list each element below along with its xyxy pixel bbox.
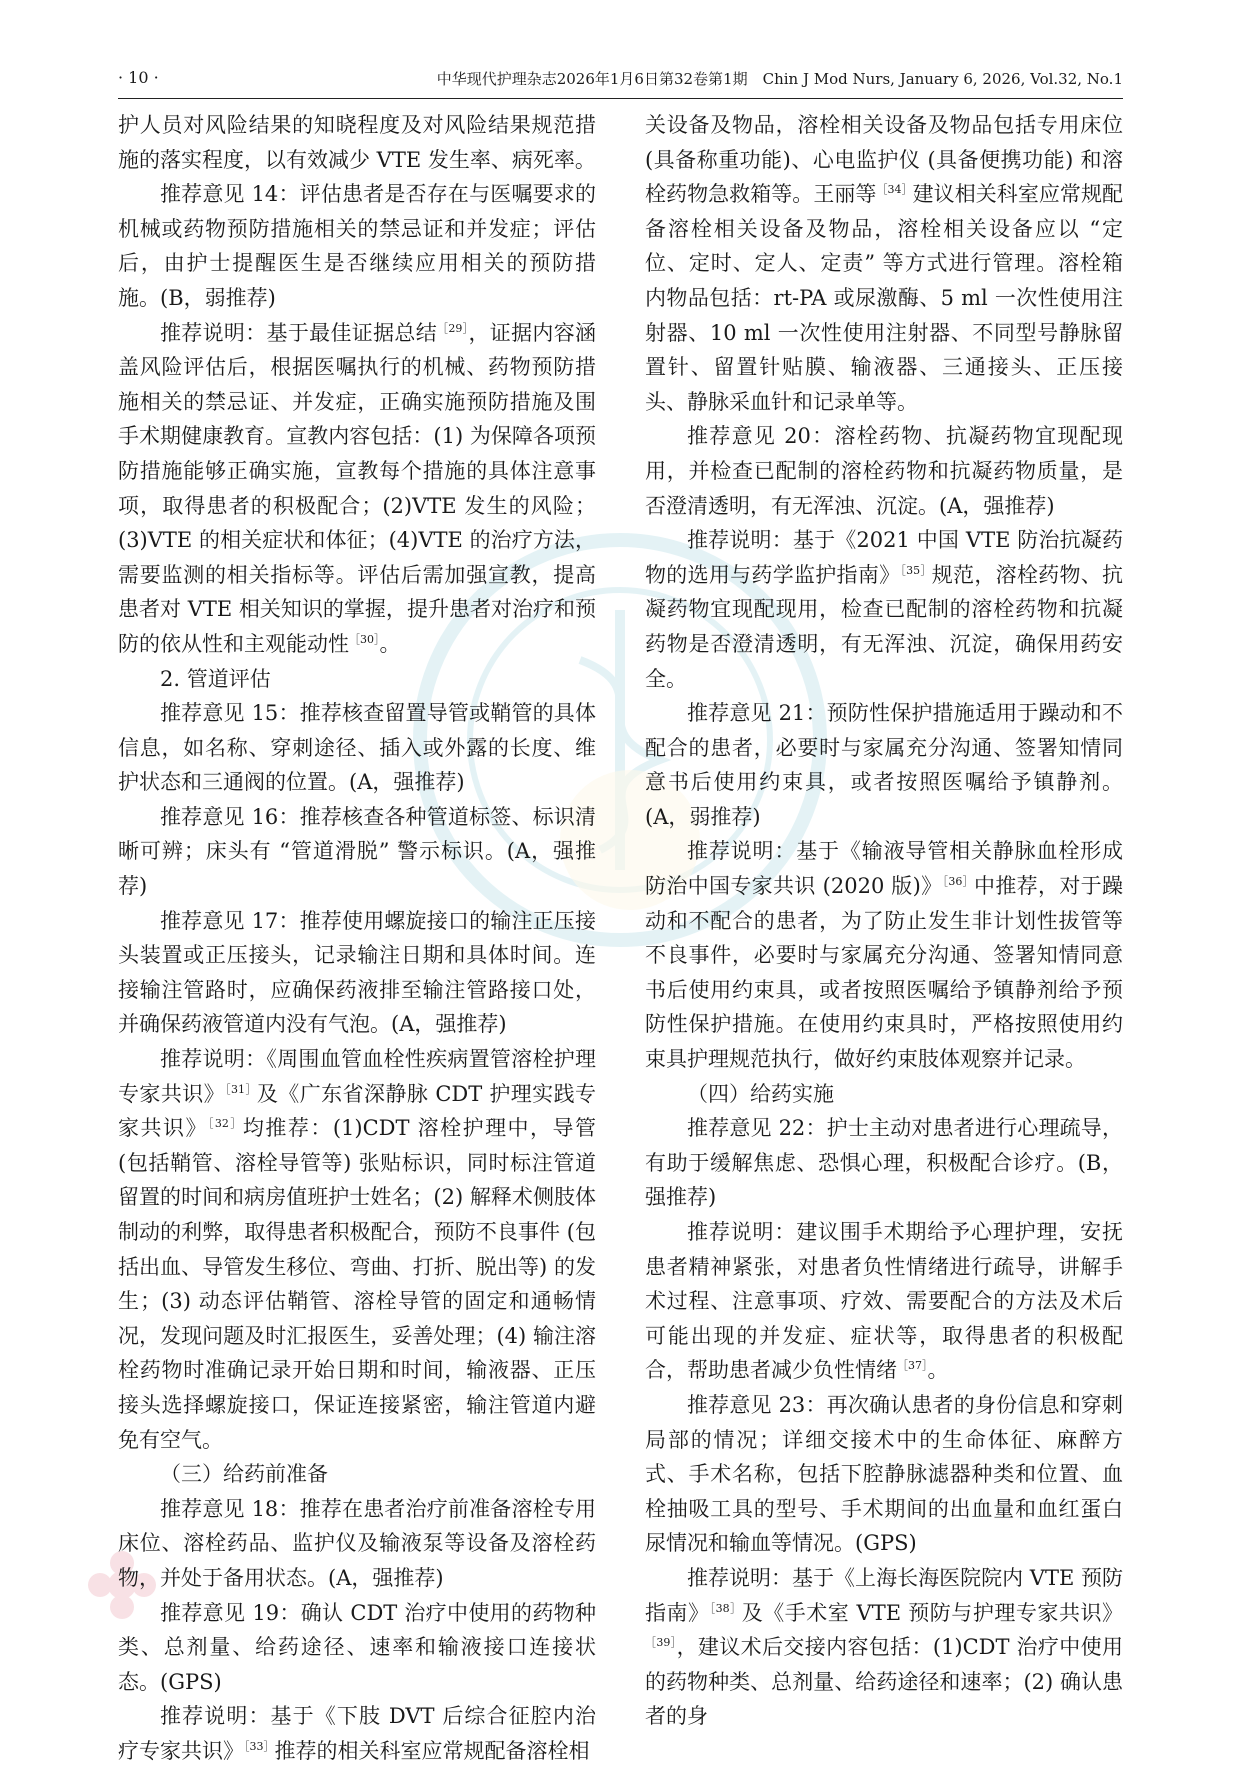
citation-ref: ［30］ <box>349 632 380 646</box>
paragraph-text: 均推荐：(1)CDT 溶栓护理中，导管 (包括鞘管、溶栓导管等) 张贴标识，同时标注管道留置的时间和病房值班护士姓名；(2) 解释术侧肢体制动的利弊，取得患者积极配合，预防不良事件 (包括出血、导管发生移位、弯曲、打折、脱出等) 的发生；(3) 动态评估鞘管、溶栓导管的固定和通畅情况，发现问题及时汇报医生，妥善处理；(4) 输注溶栓药物时准确记录开始日期和时间，输液器、正压接头选择螺旋接口，保证连接紧密，输注管道内避免有空气。 <box>118 1116 597 1452</box>
paragraph <box>118 1457 596 1492</box>
paragraph <box>645 834 1123 1076</box>
paragraph <box>118 904 596 1042</box>
paragraph <box>118 1492 596 1596</box>
citation-ref: ［39］ <box>645 1636 677 1650</box>
paragraph-text: 推荐意见 15：推荐核查留置导管或鞘管的具体信息，如名称、穿刺途径、插入或外露的长度、维护状态和三通阀的位置。(A，强推荐) <box>118 701 596 795</box>
paragraph-text: 推荐说明：基于《2021 中国 VTE 防治抗凝药物的选用与药学监护指南》 <box>645 528 1123 587</box>
paragraph-text: 中推荐，对于躁动和不配合的患者，为了防止发生非计划性拔管等不良事件，必要时与家属充分沟通、签署知情同意书后使用约束具，或者按照医嘱给予镇静剂给予预防性保护措施。在使用约束具时，严格按照使用约束具护理规范执行，做好约束肢体观察并记录。 <box>645 874 1123 1072</box>
paragraph-text: 推荐说明：基于最佳证据总结 <box>160 320 438 345</box>
paragraph-text: 推荐说明：《周围血管血栓性疾病置管溶栓护理专家共识》 <box>118 1047 596 1106</box>
citation-ref: ［32］ <box>207 1117 243 1131</box>
paragraph-text: 2. 管道评估 <box>160 666 271 691</box>
paragraph-text: 推荐意见 21：预防性保护措施适用于躁动和不配合的患者，必要时与家属充分沟通、签署知情同意书后使用约束具，或者按照医嘱给予镇静剂。(A，弱推荐) <box>645 701 1123 829</box>
paragraph-text: 推荐说明：基于《下肢 DVT 后综合征腔内治疗专家共识》 <box>118 1704 596 1763</box>
paragraph-text: 推荐意见 19：确认 CDT 治疗中使用的药物种类、总剂量、给药途径、速率和输液接口连接状态。(GPS) <box>118 1600 596 1694</box>
paragraph <box>645 1077 1123 1112</box>
citation-ref: ［36］ <box>942 875 974 889</box>
paragraph-text: （四）给药实施 <box>687 1081 834 1106</box>
paragraph-text: 建议相关科室应常规配备溶栓相关设备及物品，溶栓相关设备应以 “定位、定时、定人、定责” 等方式进行管理。溶栓箱内物品包括：rt-PA 或尿激酶、5 ml 一次性使用注射器、10 ml 一次性使用注射器、不同型号静脉留置针、留置针贴膜、输液器、三通接头、正压接头、静脉采血针和记录单等。 <box>645 182 1124 414</box>
paragraph-text: 推荐说明：建议围手术期给予心理护理，安抚患者精神紧张，对患者负性情绪进行疏导，讲解手术过程、注意事项、疗效、需要配合的方法及术后可能出现的并发症、症状等，取得患者的积极配合，帮助患者减少负性情绪 <box>645 1220 1123 1383</box>
paragraph-text: 。 <box>927 1358 949 1383</box>
citation-ref: ［29］ <box>437 321 469 335</box>
paragraph <box>645 1215 1123 1388</box>
right-column <box>645 108 1123 1734</box>
paragraph-text: 推荐意见 23：再次确认患者的身份信息和穿刺局部的情况；详细交接术中的生命体征、麻醉方式、手术名称，包括下腔静脉滤器种类和位置、血栓抽吸工具的型号、手术期间的出血量和血红蛋白尿情况和输血等情况。(GPS) <box>645 1392 1123 1556</box>
paragraph-text: ，证据内容涵盖风险评估后，根据医嘱执行的机械、药物预防措施相关的禁忌证、并发症，正确实施预防措施及围手术期健康教育。宣教内容包括：(1) 为保障各项预防措施能够正确实施，宣教每个措施的具体注意事项，取得患者的积极配合；(2)VTE 发生的风险；(3)VTE 的相关症状和体征；(4)VTE 的治疗方法，需要监测的相关指标等。评估后需加强宣教，提高患者对 VTE 相关知识的掌握，提升患者对治疗和预防的依从性和主观能动性 <box>118 320 597 656</box>
paragraph <box>645 523 1123 696</box>
citation-ref: ［37］ <box>897 1359 928 1373</box>
paragraph-text: 推荐意见 14：评估患者是否存在与医嘱要求的机械或药物预防措施相关的禁忌证和并发症；评估后，由护士提醒医生是否继续应用相关的预防措施。(B，弱推荐) <box>118 182 596 310</box>
paragraph-text: 及《广东省深静脉 CDT 护理实践专家共识》 <box>118 1081 597 1141</box>
paragraph <box>118 800 596 904</box>
page-number: · 10 · <box>118 68 159 87</box>
paragraph <box>118 316 596 662</box>
paragraph-text: 规范，溶栓药物、抗凝药物宜现配现用，检查已配制的溶栓药物和抗凝药物是否澄清透明，有无浑浊、沉淀，确保用药安全。 <box>645 562 1124 691</box>
paragraph-text: 推荐意见 18：推荐在患者治疗前准备溶栓专用床位、溶栓药品、监护仪及输液泵等设备及溶栓药物，并处于备用状态。(A，强推荐) <box>118 1496 596 1590</box>
paragraph-text: 推荐意见 20：溶栓药物、抗凝药物宜现配现用，并检查已配制的溶栓药物和抗凝药物质量，是否澄清透明，有无浑浊、沉淀。(A，强推荐) <box>645 424 1123 518</box>
paragraph <box>118 108 596 177</box>
paragraph-text: 关设备及物品，溶栓相关设备及物品包括专用床位 (具备称重功能)、心电监护仪 (具备便携功能) 和溶栓药物急救箱等。王丽等 <box>645 113 1123 207</box>
paragraph <box>118 662 596 697</box>
running-head: 中华现代护理杂志2026年1月6日第32卷第1期 Chin J Mod Nurs, January 6, 2026, Vol.32, No.1 <box>436 70 1123 88</box>
paragraph-text: 推荐意见 22：护士主动对患者进行心理疏导，有助于缓解焦虑、恐惧心理，积极配合诊疗。(B，强推荐) <box>645 1116 1123 1210</box>
paragraph <box>118 177 596 315</box>
paragraph <box>645 696 1123 834</box>
paragraph-text: 推荐意见 17：推荐使用螺旋接口的输注正压接头装置或正压接头，记录输注日期和具体时间。连接输注管路时，应确保药液排至输注管路接口处，并确保药液管道内没有气泡。(A，强推荐) <box>118 908 596 1037</box>
citation-ref: ［31］ <box>225 1082 257 1096</box>
left-column <box>118 108 596 1769</box>
paragraph <box>645 419 1123 523</box>
paragraph <box>118 696 596 800</box>
paragraph-text: 护人员对风险结果的知晓程度及对风险结果规范措施的落实程度，以有效减少 VTE 发生率、病死率。 <box>118 113 596 172</box>
citation-ref: ［33］ <box>244 1739 275 1753</box>
citation-ref: ［34］ <box>876 183 913 197</box>
paragraph <box>118 1042 596 1457</box>
paragraph <box>645 108 1123 419</box>
paragraph-text: （三）给药前准备 <box>160 1462 328 1487</box>
paragraph-text: 推荐意见 16：推荐核查各种管道标签、标识清晰可辨；床头有 “管道滑脱” 警示标识。(A，强推荐) <box>118 804 596 899</box>
paragraph <box>118 1699 596 1768</box>
citation-ref: ［35］ <box>900 563 932 577</box>
paragraph-text: 。 <box>379 631 401 656</box>
paragraph-text: ，建议术后交接内容包括：(1)CDT 治疗中使用的药物种类、总剂量、给药途径和速率；(2) 确认患者的身 <box>645 1635 1123 1729</box>
paragraph <box>645 1111 1123 1215</box>
paragraph-text: 推荐说明：基于《输液导管相关静脉血栓形成防治中国专家共识 (2020 版)》 <box>645 839 1123 899</box>
paragraph <box>645 1388 1123 1561</box>
page-header <box>118 62 1123 99</box>
citation-ref: ［38］ <box>709 1601 742 1615</box>
paragraph <box>645 1561 1123 1734</box>
paragraph-text: 推荐说明：基于《上海长海医院院内 VTE 预防指南》 <box>645 1565 1123 1625</box>
paragraph-text: 及《手术室 VTE 预防与护理专家共识》 <box>741 1600 1124 1625</box>
paragraph-text: 推荐的相关科室应常规配备溶栓相 <box>274 1738 590 1763</box>
